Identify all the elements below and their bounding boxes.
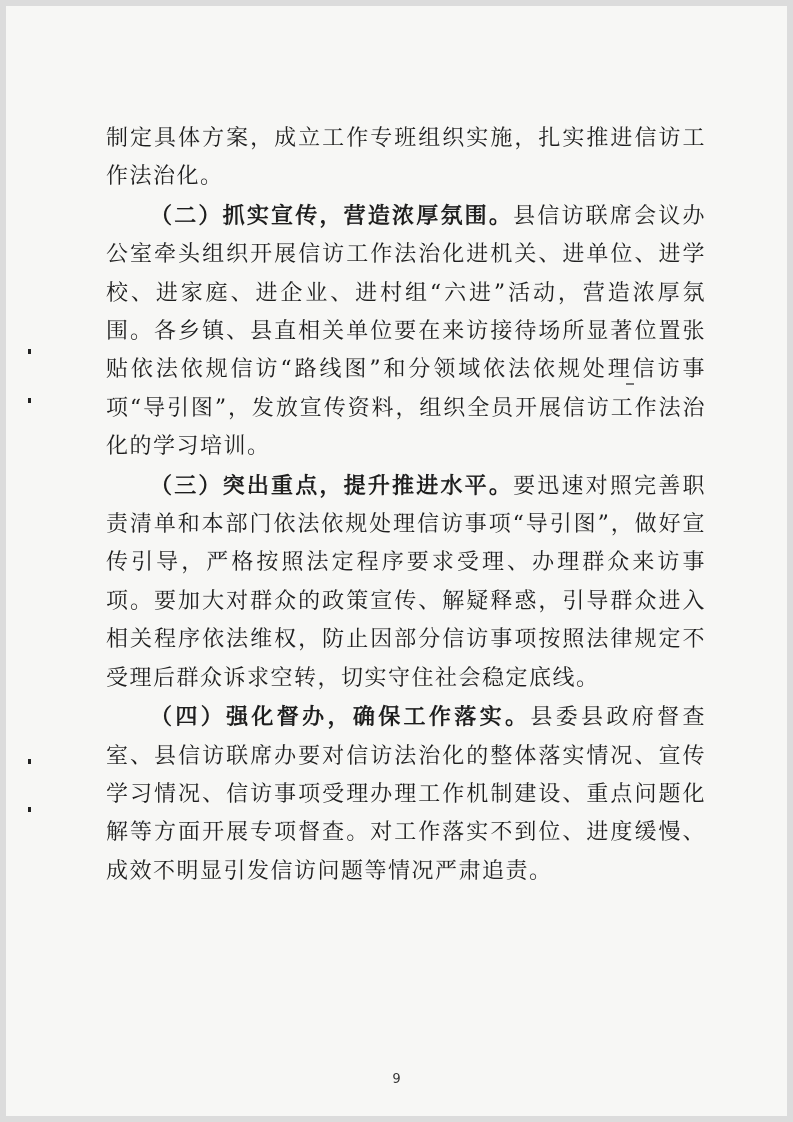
paragraph-2 [106,197,706,467]
binding-hole-mark [28,398,31,403]
section-heading-4: （四）强化督办，确保工作落实。 [150,704,531,731]
section-heading-3: （三）突出重点，提升推进水平。 [150,472,514,499]
binding-hole-mark [28,759,31,764]
scan-smudge [626,383,634,385]
binding-hole-mark [28,349,31,354]
paragraph-1 [106,120,706,197]
paragraph-3 [106,467,706,698]
paragraph-3-text: 要迅速对照完善职责清单和本部门依法依规处理信访事项“导引图”，做好宣传引导，严格按照法定程序要求受理、办理群众来访事项。要加大对群众的政策宣传、解疑释惑，引导群众进入相关程序依法维权，防止因部分信访事项按照法律规定不受理后群众诉求空转，切实守住社会稳定底线。 [106,473,706,691]
document-body [106,120,706,891]
page-number: 9 [392,1072,401,1087]
binding-hole-mark [28,807,31,812]
paragraph-4-text: 县委县政府督查室、县信访联席办要对信访法治化的整体落实情况、宣传学习情况、信访事项受理办理工作机制建设、重点问题化解等方面开展专项督查。对工作落实不到位、进度缓慢、成效不明显引发信访问题等情况严肃追责。 [106,705,706,884]
paragraph-2-text: 县信访联席会议办公室牵头组织开展信访工作法治化进机关、进单位、进学校、进家庭、进企业、进村组“六进”活动，营造浓厚氛围。各乡镇、县直相关单位要在来访接待场所显著位置张贴依法依规信访“路线图”和分领域依法依规处理信访事项“导引图”，发放宣传资料，组织全员开展信访工作法治化的学习培训。 [106,203,706,460]
section-heading-2: （二）抓实宣传，营造浓厚氛围。 [150,202,514,229]
paragraph-4 [106,698,706,891]
paragraph-1-text: 制定具体方案，成立工作专班组织实施，扎实推进信访工作法治化。 [106,126,706,190]
document-page [6,6,787,1116]
